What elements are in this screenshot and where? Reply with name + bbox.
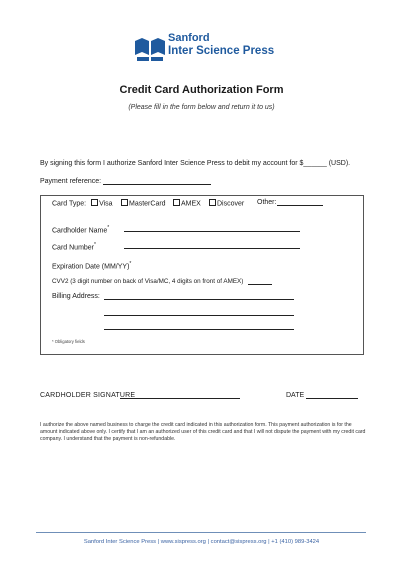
mandatory-note: * Obligatory fields (52, 339, 85, 344)
card-type-row (52, 199, 113, 208)
footer-separator: | (207, 539, 210, 545)
brand-name (168, 32, 274, 58)
card-number-label: Card Number (52, 244, 95, 252)
footer-separator: | (157, 539, 160, 545)
brand-line-1: Sanford (168, 32, 210, 44)
footer-company: Sanford Inter Science Press (83, 539, 157, 545)
mastercard-option (118, 199, 166, 208)
billing-address-label: Billing Address: (52, 293, 100, 300)
card-details-box (40, 195, 364, 355)
billing-address-line-2[interactable] (104, 315, 294, 316)
footer-website-link[interactable]: www.sispress.org (160, 539, 206, 545)
date-label: DATE (286, 392, 305, 399)
required-marker: * (129, 261, 132, 267)
required-marker: * (94, 242, 96, 248)
footer-separator: | (268, 539, 270, 545)
footer-divider (36, 532, 366, 533)
signature-field[interactable] (120, 398, 240, 399)
other-label: Other: (257, 199, 277, 206)
other-field[interactable] (277, 205, 323, 206)
card-number-row (52, 242, 96, 251)
billing-address-line-3[interactable] (104, 329, 294, 330)
discover-checkbox[interactable] (209, 199, 216, 206)
authorize-text: By signing this form I authorize Sanford Inter Science Press to debit my account for $______ (USD). (40, 160, 351, 167)
card-type-label: Card Type: (52, 200, 87, 208)
required-marker: * (107, 225, 110, 231)
form-subtitle: (Please fill in the form below and return it to us) (128, 104, 275, 111)
cvv-label: CVV2 (3 digit number on back of Visa/MC, 4 digits on front of AMEX) (52, 278, 244, 285)
signature-label: CARDHOLDER SIGNATURE (40, 392, 136, 399)
amex-checkbox[interactable] (173, 199, 180, 206)
card-number-field[interactable] (124, 248, 300, 249)
book-logo-icon (134, 33, 168, 65)
discover-option (206, 199, 244, 208)
date-field[interactable] (306, 398, 358, 399)
expiration-row (52, 261, 131, 270)
footer-email-link[interactable]: contact@sispress.org (210, 539, 267, 545)
footer-contact (0, 539, 403, 545)
payment-reference-label: Payment reference: (40, 178, 102, 185)
cardholder-name-row (52, 225, 109, 234)
mastercard-label: MasterCard (129, 200, 166, 208)
expiration-label: Expiration Date (MM/YY) (52, 263, 130, 271)
visa-label: Visa (99, 200, 113, 208)
billing-address-line-1[interactable] (104, 299, 294, 300)
amex-label: AMEX (181, 200, 201, 208)
cardholder-name-label: Cardholder Name (52, 227, 108, 235)
cvv-field[interactable] (248, 284, 272, 285)
payment-reference-field[interactable] (103, 184, 211, 185)
legal-text: I authorize the above named business to charge the credit card indicated in this authorization form. This payment authorization is for the amount indicated above only. I certify that I am an authorized user of this credit card and that I will not dispute the payment with my credit card company. I understand that the payment is non-refundable. (40, 422, 366, 443)
discover-label: Discover (217, 200, 245, 208)
cardholder-name-field[interactable] (124, 231, 300, 232)
mastercard-checkbox[interactable] (121, 199, 128, 206)
amex-option (170, 199, 201, 208)
form-title: Credit Card Authorization Form (119, 84, 284, 96)
footer-phone: +1 (410) 989-3424 (271, 539, 320, 545)
brand-line-2: Inter Science Press (168, 45, 275, 57)
visa-checkbox[interactable] (91, 199, 98, 206)
